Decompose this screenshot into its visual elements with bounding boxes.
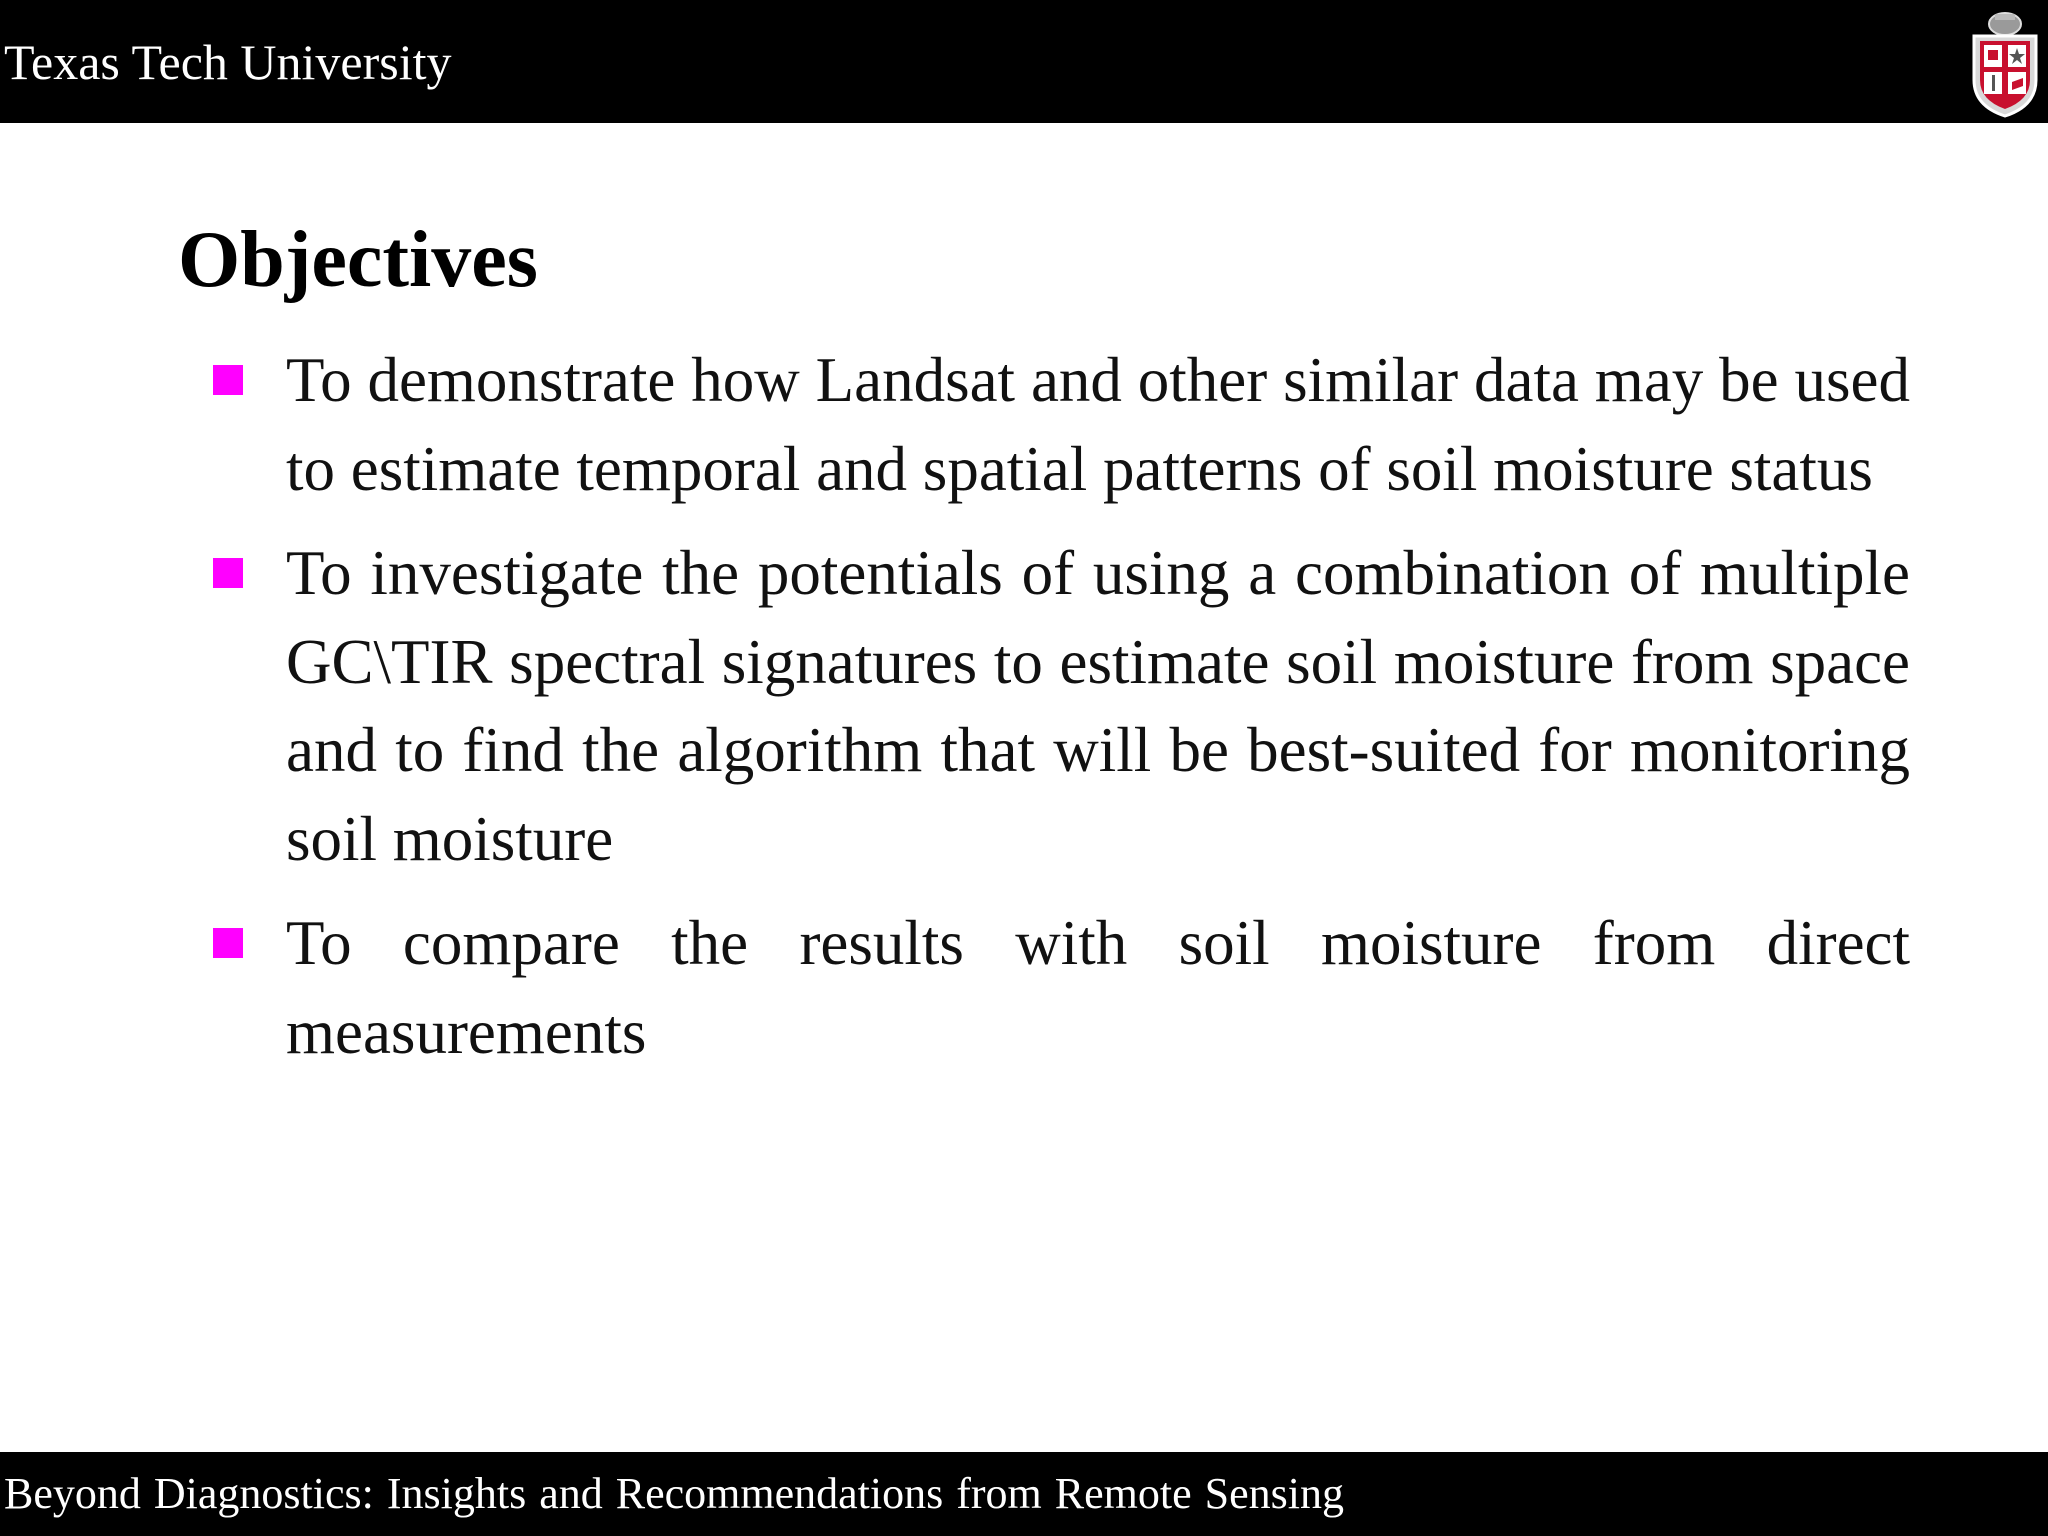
bullet-square-icon [213,558,243,588]
bullet-text: To investigate the potentials of using a combination of multiple GC\TIR spectral signatures to estimate soil moisture from space and to find the algorithm that will be best-suited for monitoring soil moisture [286,538,1910,874]
footer-text: Beyond Diagnostics: Insights and Recommendations from Remote Sensing [4,1469,1344,1518]
header-title: Texas Tech University [4,34,452,90]
slide-title: Objectives [178,216,538,304]
bullet-square-icon [213,365,243,395]
objectives-list [200,336,1910,1092]
header-bar [0,0,2048,123]
bullet-text: To compare the results with soil moisture from direct measurements [286,908,1910,1067]
bullet-square-icon [213,928,243,958]
footer-bar [0,1452,2048,1536]
university-crest-icon [1968,8,2042,120]
list-item [200,336,1910,513]
list-item [200,529,1910,883]
bullet-text: To demonstrate how Landsat and other similar data may be used to estimate temporal and spatial patterns of soil moisture status [286,345,1910,504]
list-item [200,899,1910,1076]
